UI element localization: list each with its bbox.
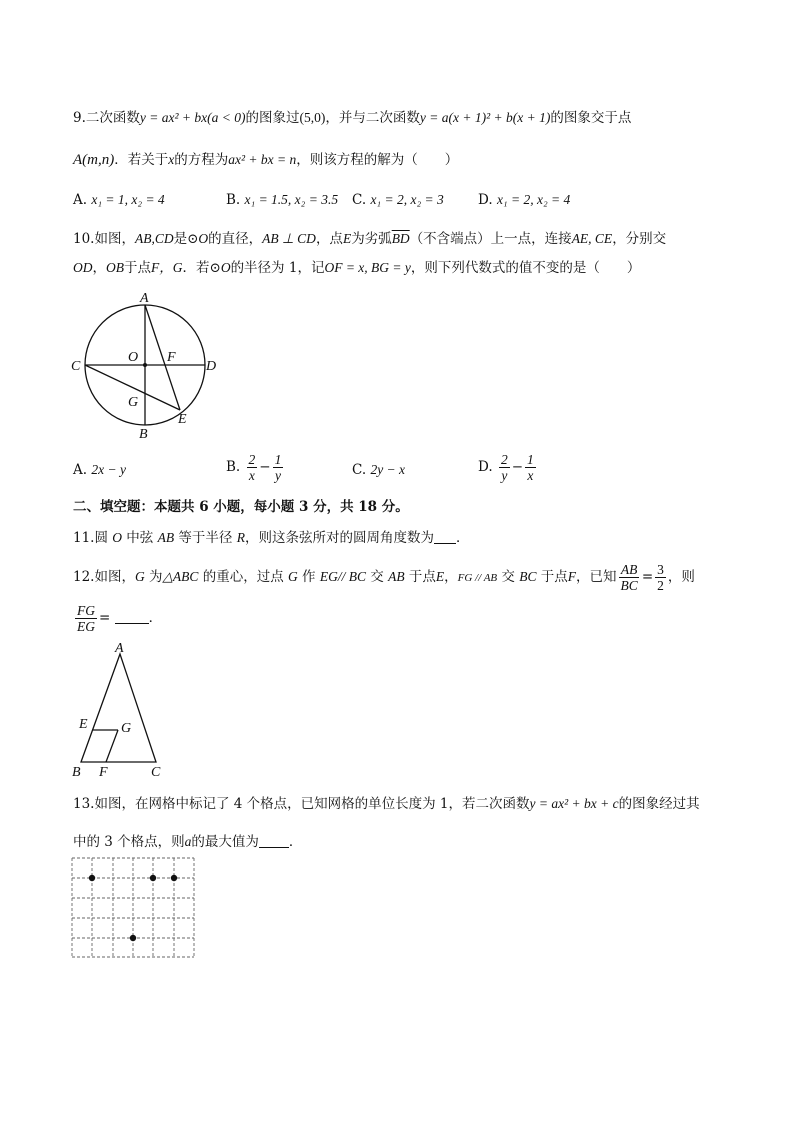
q10-text-c: 的直径， — [208, 231, 263, 247]
label-f: F — [167, 350, 176, 365]
grid-point-4 — [130, 935, 136, 941]
q13-grid-figure — [71, 857, 197, 959]
q10-lines: AE, CE — [571, 231, 613, 246]
q10-o2: O — [220, 260, 231, 275]
q10-perp: AB ⊥ CD — [262, 231, 316, 246]
q10-arc: $\overline{BD}$ — [391, 231, 410, 246]
q9-pointA: A(m,n) — [73, 152, 115, 168]
q10-o: O — [198, 231, 209, 246]
q10-comma: ， — [92, 260, 106, 276]
q13-line2: 中的 3 个格点，则a的最大值为 ． — [73, 834, 303, 850]
q9-option-a: A. x₁ = 1, x₂ = 4 — [73, 192, 165, 208]
q9-eq1: y = ax² + bx(a < 0) — [139, 110, 246, 125]
grid-point-2 — [150, 875, 156, 881]
label-c: C — [71, 359, 81, 374]
q9-option-c: C. x₁ = 2, x₂ = 3 — [352, 192, 444, 208]
q9-text-e: ．若关于 — [114, 152, 169, 168]
section-2-header: 二、填空题：本题共 6 小题，每小题 3 分，共 18 分。 — [73, 499, 409, 515]
q10-text-d: ，点 — [315, 231, 343, 247]
q10-od: OD — [73, 260, 93, 275]
q9-point: (5,0) — [299, 110, 326, 125]
q10-eq: OF = x, BG = y — [324, 260, 411, 275]
label-a: A — [115, 641, 124, 656]
q10-option-b: B. $\frac{2}{x}$ − $\frac{1}{y}$ — [226, 452, 282, 483]
label-e: E — [178, 412, 187, 427]
grid-lines — [72, 858, 194, 957]
q9-var-x: x — [168, 152, 175, 167]
q9-text-f: 的方程为 — [174, 152, 229, 168]
q9-eq2: y = a(x + 1)² + b(x + 1) — [419, 110, 551, 125]
q10-text-e: 为劣弧 — [351, 231, 392, 247]
triangle-abc — [81, 654, 156, 762]
label-g: G — [128, 395, 139, 410]
label-d: D — [206, 359, 217, 374]
q9-text-b: 的图象过 — [245, 110, 300, 126]
label-g: G — [121, 721, 132, 736]
q12-frac-ab-bc: $\frac{AB}{BC}$ — [620, 562, 638, 593]
q9-eq3: ax² + bx = n — [228, 152, 297, 167]
center-dot — [143, 363, 147, 367]
q12-line1: 12.如图，G 为△ABC 的重心，过点 G 作 EG// BC 交 AB 于点E，FG // AB 交 BC 于点F，已知 $\frac{AB}{BC}$ = $\frac{3}{2}$ ，则 — [73, 562, 695, 593]
q12-frac-3-2: $\frac{3}{2}$ — [657, 562, 664, 593]
q10-number: 10. — [73, 231, 95, 247]
q12-line2: $\frac{FG}{EG}$ = ． — [77, 603, 163, 634]
q9-text-c: ，并与二次函数 — [325, 110, 420, 126]
q10-option-d: D. $\frac{2}{y}$ − $\frac{1}{x}$ — [478, 452, 534, 483]
q9-text-a: 二次函数 — [85, 110, 140, 126]
label-b: B — [72, 765, 81, 780]
q10-text-f: （不含端点）上一点，连接 — [409, 231, 572, 247]
q12-triangle-figure — [70, 640, 170, 780]
label-f: F — [99, 765, 108, 780]
q10-line2 — [73, 258, 640, 278]
q9-text-g: ，则该方程的解为（ ） — [296, 152, 459, 168]
label-o: O — [128, 350, 139, 365]
q9-line1 — [73, 108, 631, 128]
q10-fg: F，G — [151, 260, 183, 275]
label-a: A — [140, 291, 149, 306]
q13-answer-blank — [259, 833, 289, 848]
label-e: E — [79, 717, 88, 732]
q10-diam: AB,CD — [134, 231, 174, 246]
q11-line: 11.圆 O 中弦 AB 等于半径 R，则这条弦所对的圆周角度数为 ． — [73, 530, 470, 546]
q10-text-j: 的半径为 1，记 — [230, 260, 325, 276]
q10-text-b: 是⊙ — [173, 231, 199, 247]
q9-option-b: B. x₁ = 1.5, x₂ = 3.5 — [226, 192, 339, 208]
q10-text-i: ．若⊙ — [182, 260, 221, 276]
q12-frac-fg-eg: $\frac{FG}{EG}$ — [77, 603, 95, 634]
q10-text-g: ，分别交 — [612, 231, 667, 247]
q10-text-k: ，则下列代数式的值不变的是（ ） — [410, 260, 641, 276]
q12-answer-blank — [115, 609, 149, 624]
q10-ob: OB — [106, 260, 124, 275]
q10-e: E — [342, 231, 352, 246]
q10-option-a: A. 2x − y — [73, 462, 126, 478]
grid-point-3 — [171, 875, 177, 881]
q9-line2 — [73, 150, 458, 170]
q9-text-d: 的图象交于点 — [550, 110, 632, 126]
q10-text-h: 于点 — [124, 260, 151, 276]
q9-option-d: D. x₁ = 2, x₂ = 4 — [478, 192, 571, 208]
q11-answer-blank — [434, 529, 456, 544]
label-b: B — [139, 427, 148, 440]
q9-number: 9. — [73, 110, 86, 126]
q10-text-a: 如图， — [94, 231, 135, 247]
label-c: C — [151, 765, 161, 780]
segment-fg — [106, 730, 118, 762]
q13-line1: 13.如图，在网格中标记了 4 个格点，已知网格的单位长度为 1，若二次函数y = ax² + bx + c的图象经过其 — [73, 796, 700, 812]
q10-circle-figure — [70, 290, 230, 440]
q10-option-c: C. 2y − x — [352, 462, 406, 478]
grid-point-1 — [89, 875, 95, 881]
q10-line1 — [73, 229, 666, 249]
